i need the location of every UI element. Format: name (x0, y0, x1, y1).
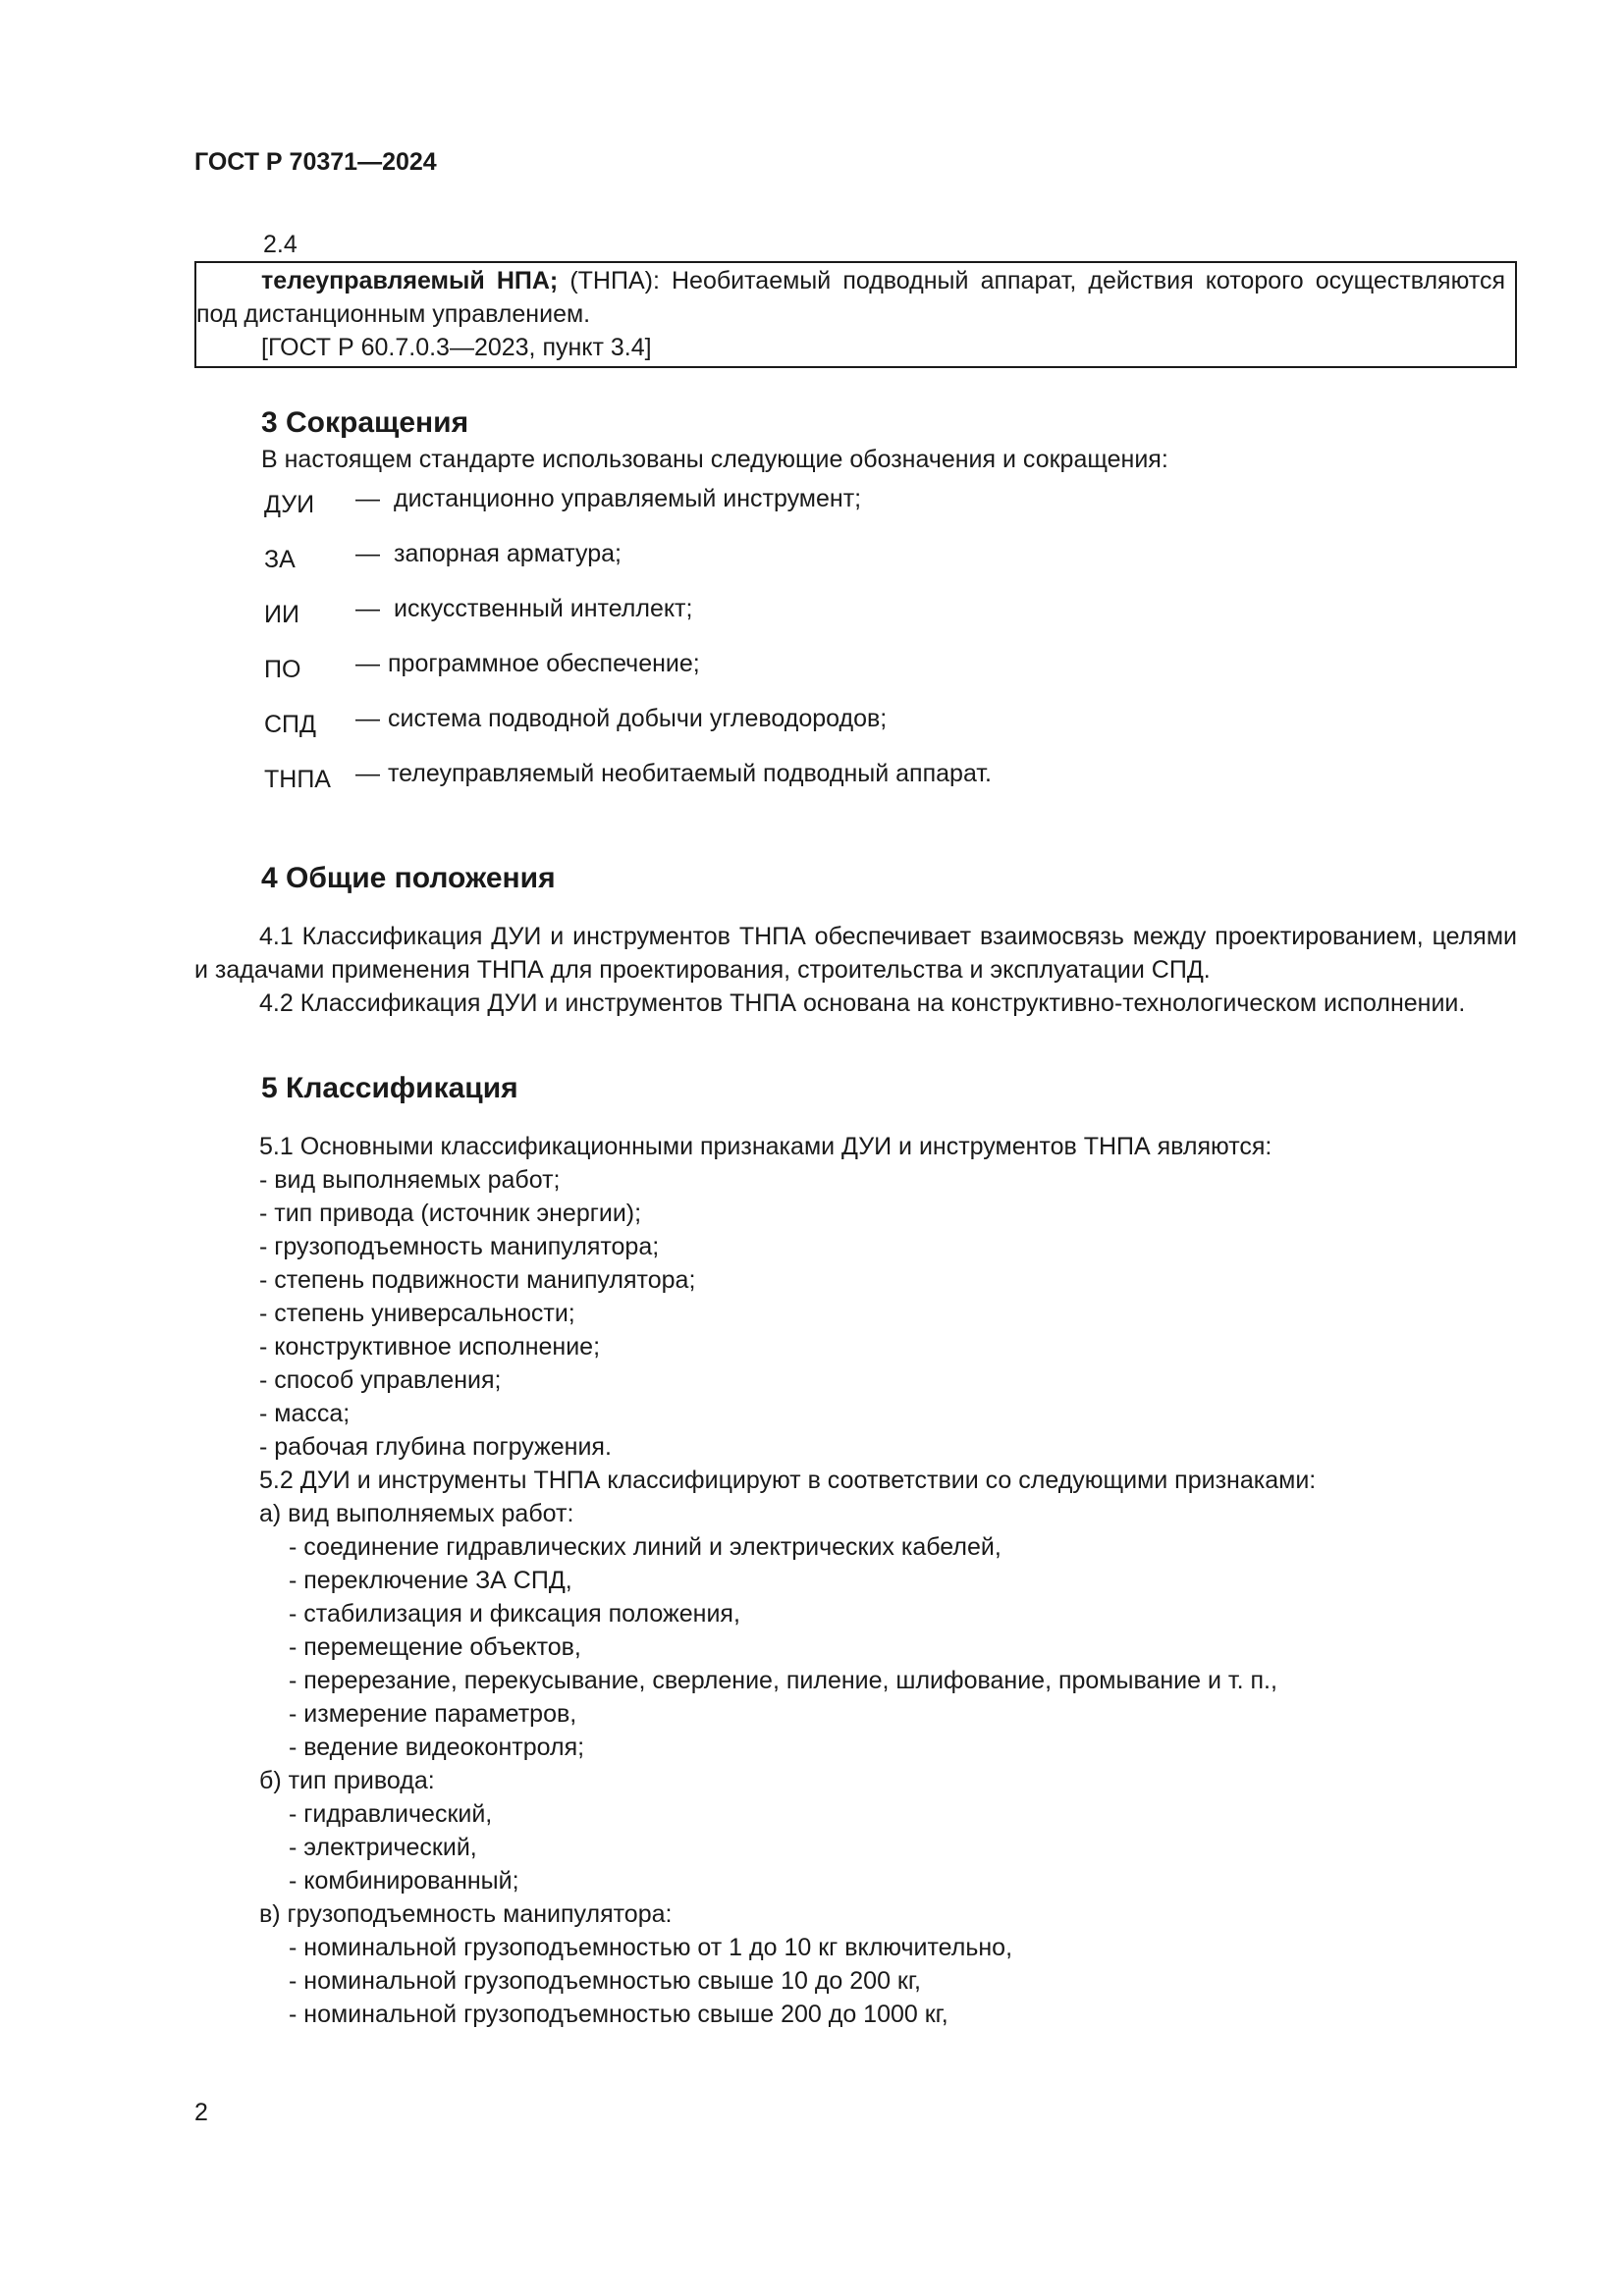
abbreviation-definition: программное обеспечение; (388, 650, 700, 677)
section-5-heading: 5 Классификация (261, 1072, 518, 1104)
group-item: - перерезание, перекусывание, сверление, пиление, шлифование, промывание и т. п., (289, 1667, 1277, 1694)
feature-item: - степень универсальности; (259, 1300, 575, 1327)
abbreviation-dash: — (355, 650, 380, 677)
section-5-body (194, 1130, 1517, 2031)
document-code: ГОСТ Р 70371—2024 (194, 148, 437, 176)
group-item: - номинальной грузоподъемностью от 1 до 10 кг включительно, (289, 1934, 1013, 1961)
group-item: - стабилизация и фиксация положения, (289, 1600, 740, 1628)
paragraph-5-2: 5.2 ДУИ и инструменты ТНПА классифицируют в соответствии со следующими признаками: (259, 1467, 1317, 1494)
abbreviation-term: ПО (264, 656, 301, 683)
group-item: - переключение ЗА СПД, (289, 1567, 572, 1594)
group-item: - номинальной грузоподъемностью свыше 10 до 200 кг, (289, 1967, 921, 1995)
abbreviation-definition: искусственный интеллект; (394, 595, 693, 622)
abbreviation-dash: — (355, 485, 380, 512)
term-source: [ГОСТ Р 60.7.0.3—2023, пункт 3.4] (261, 334, 652, 361)
feature-item: - конструктивное исполнение; (259, 1333, 601, 1361)
feature-item: - грузоподъемность манипулятора; (259, 1233, 660, 1260)
abbreviation-definition: система подводной добычи углеводородов; (388, 705, 888, 732)
section-3-heading: 3 Сокращения (261, 406, 469, 439)
abbreviation-list (194, 482, 1517, 812)
term-name: телеуправляемый НПА; (261, 267, 559, 294)
feature-item: - степень подвижности манипулятора; (259, 1266, 696, 1294)
group-item: - соединение гидравлических линий и электрических кабелей, (289, 1533, 1001, 1561)
term-number: 2.4 (263, 231, 298, 258)
abbreviation-term: ТНПА (264, 766, 331, 793)
group-item: - комбинированный; (289, 1867, 519, 1895)
abbreviation-dash: — (355, 760, 380, 787)
abbreviation-dash: — (355, 540, 380, 567)
abbreviation-term: СПД (264, 711, 316, 738)
abbreviation-term: ИИ (264, 601, 299, 628)
abbreviation-row (264, 592, 1517, 647)
abbreviation-term: ДУИ (264, 491, 315, 518)
term-definition-text: (ТНПА): Необитаемый подводный аппарат, действия которого осуществляются под дистанционным управлением. (196, 267, 1505, 328)
abbreviation-term: ЗА (264, 546, 296, 573)
section-4-heading: 4 Общие положения (261, 862, 556, 894)
feature-item: - масса; (259, 1400, 351, 1427)
group-item: - перемещение объектов, (289, 1633, 581, 1661)
paragraph-4-1: 4.1 Классификация ДУИ и инструментов ТНПА обеспечивает взаимосвязь между проектированием, целями и задачами применения ТНПА для проектирования, строительства и эксплуатации СПД. (194, 923, 1517, 984)
feature-item: - рабочая глубина погружения. (259, 1433, 612, 1461)
group-item: - номинальной грузоподъемностью свыше 200 до 1000 кг, (289, 2001, 948, 2028)
abbreviation-dash: — (355, 705, 380, 732)
abbreviation-definition: телеуправляемый необитаемый подводный аппарат. (388, 760, 992, 787)
page-number: 2 (194, 2099, 208, 2126)
group-title: а) вид выполняемых работ: (259, 1500, 574, 1527)
paragraph-4-2: 4.2 Классификация ДУИ и инструментов ТНПА основана на конструктивно-технологическом исполнении. (259, 989, 1466, 1017)
feature-item: - вид выполняемых работ; (259, 1166, 561, 1194)
abbreviation-row (264, 537, 1517, 592)
abbreviation-definition: запорная арматура; (394, 540, 622, 567)
abbreviation-row (264, 757, 1517, 812)
section-4-body (194, 920, 1517, 1020)
group-item: - гидравлический, (289, 1800, 493, 1828)
group-item: - электрический, (289, 1834, 477, 1861)
group-title: б) тип привода: (259, 1767, 435, 1794)
section-3-intro: В настоящем стандарте использованы следующие обозначения и сокращения: (261, 446, 1168, 473)
abbreviation-row (264, 702, 1517, 757)
paragraph-5-1: 5.1 Основными классификационными признаками ДУИ и инструментов ТНПА являются: (259, 1133, 1272, 1160)
term-definition (196, 264, 1505, 331)
group-item: - ведение видеоконтроля; (289, 1734, 585, 1761)
feature-item: - тип привода (источник энергии); (259, 1200, 642, 1227)
feature-item: - способ управления; (259, 1366, 502, 1394)
abbreviation-dash: — (355, 595, 380, 622)
abbreviation-row (264, 482, 1517, 537)
document-page (194, 145, 1517, 2031)
term-definition-box (194, 261, 1517, 368)
abbreviation-definition: дистанционно управляемый инструмент; (394, 485, 862, 512)
group-title: в) грузоподъемность манипулятора: (259, 1900, 673, 1928)
group-item: - измерение параметров, (289, 1700, 577, 1728)
abbreviation-row (264, 647, 1517, 702)
